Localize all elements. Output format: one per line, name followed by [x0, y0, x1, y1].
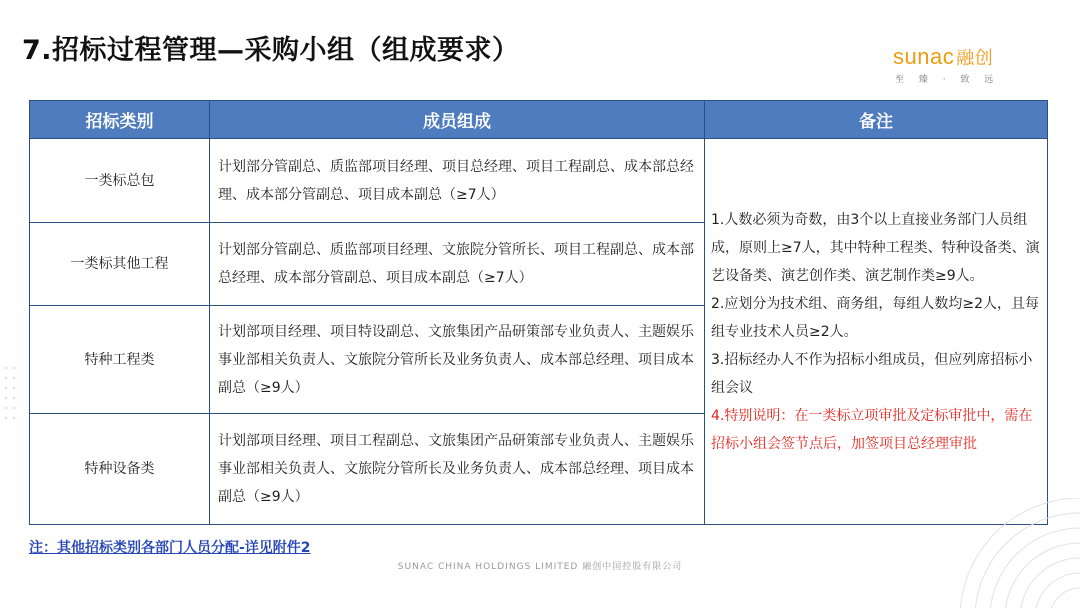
note-special: 4.特别说明：在一类标立项审批及定标审批中，需在招标小组会签节点后，加签项目总经理审批 [711, 407, 1033, 452]
logo-brand-cn: 融创 [956, 48, 994, 69]
footer-company-name: SUNAC CHINA HOLDINGS LIMITED 融创中国控股有限公司 [397, 562, 683, 572]
category-cell: 一类标其他工程 [30, 223, 210, 306]
note-item: 3.招标经办人不作为招标小组成员，但应列席招标小组会议 [711, 351, 1033, 396]
attachment-footnote-link[interactable]: 注：其他招标类别各部门人员分配-详见附件2 [29, 540, 311, 556]
table-header-row [30, 101, 1048, 139]
members-cell: 计划部分管副总、质监部项目经理、项目总经理、项目工程副总、成本部总经理、成本部分管副总、项目成本副总（≥7人） [210, 139, 705, 223]
bidding-group-table [29, 100, 1048, 525]
column-header-category: 招标类别 [30, 101, 210, 139]
note-item: 2.应划分为技术组、商务组，每组人数均≥2人，且每组专业技术人员≥2人。 [711, 295, 1039, 340]
logo-slogan: 至 臻 · 致 远 [895, 75, 1000, 85]
category-cell: 一类标总包 [30, 139, 210, 223]
logo-wordmark [893, 44, 993, 70]
decorative-dots [0, 348, 40, 608]
table-row [30, 139, 1048, 223]
decorative-circles [930, 498, 1080, 608]
category-cell: 特种设备类 [30, 414, 210, 525]
note-item: 1.人数必须为奇数，由3个以上直接业务部门人员组成，原则上≥7人，其中特种工程类、特种设备类、演艺设备类、演艺创作类、演艺制作类≥9人。 [711, 211, 1040, 284]
notes-cell [705, 139, 1048, 525]
page-title: 7.招标过程管理—采购小组（组成要求） [22, 35, 520, 66]
members-cell: 计划部分管副总、质监部项目经理、文旅院分管所长、项目工程副总、成本部总经理、成本部分管副总、项目成本副总（≥7人） [210, 223, 705, 306]
members-cell: 计划部项目经理、项目特设副总、文旅集团产品研策部专业负责人、主题娱乐事业部相关负责人、文旅院分管所长及业务负责人、成本部总经理、项目成本副总（≥9人） [210, 306, 705, 414]
logo-brand: sunac [893, 44, 955, 69]
column-header-members: 成员组成 [210, 101, 705, 139]
column-header-notes: 备注 [705, 101, 1048, 139]
sunac-logo [893, 44, 1023, 84]
members-cell: 计划部项目经理、项目工程副总、文旅集团产品研策部专业负责人、主题娱乐事业部相关负责人、文旅院分管所长及业务负责人、成本部总经理、项目成本副总（≥9人） [210, 414, 705, 525]
category-cell: 特种工程类 [30, 306, 210, 414]
